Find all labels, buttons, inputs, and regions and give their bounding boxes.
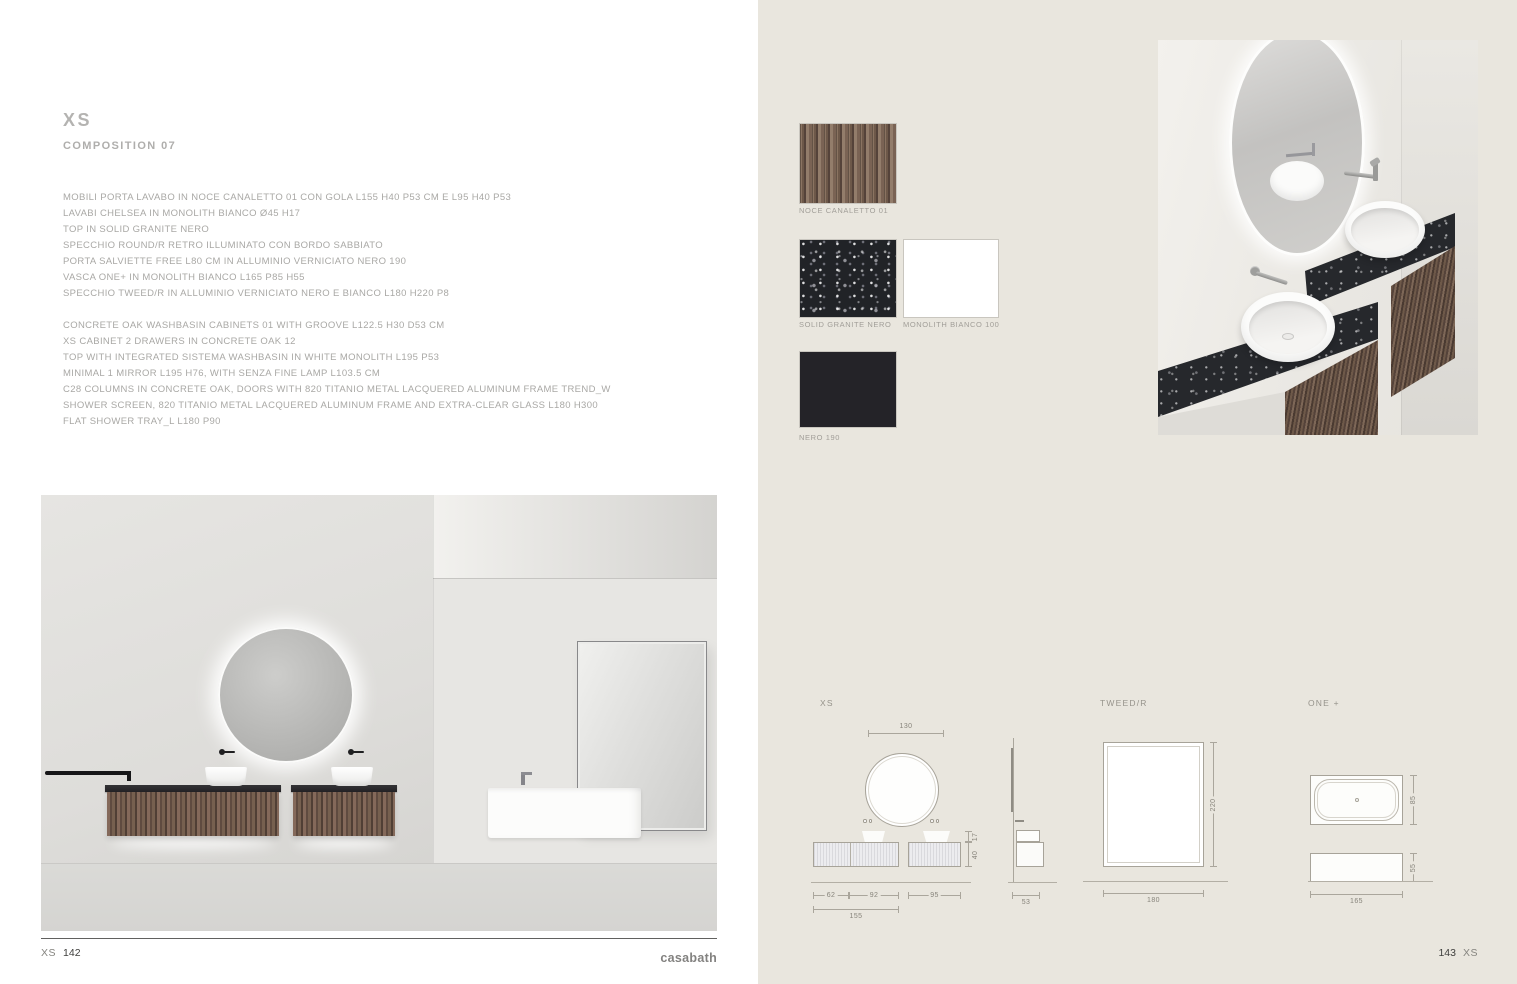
side-mirror-profile xyxy=(1011,748,1013,812)
dim-tweed-width xyxy=(1103,893,1204,904)
page-left xyxy=(0,0,758,984)
floor-line xyxy=(811,882,971,883)
vanity-top xyxy=(105,785,281,792)
drawing-tap-holes xyxy=(930,819,942,823)
ceiling-band xyxy=(433,495,717,579)
oval-backlit-mirror xyxy=(1229,40,1365,256)
description-line: MINIMAL 1 MIRROR L195 H76, WITH SENZA FINE LAMP L103.5 CM xyxy=(63,368,381,379)
side-tap-profile xyxy=(1015,820,1024,822)
towel-bar-mount xyxy=(127,771,131,781)
basin-drain xyxy=(1282,333,1294,340)
washbasin xyxy=(330,767,374,786)
side-basin-profile xyxy=(1016,830,1040,842)
drawing-round-mirror xyxy=(865,753,939,827)
cabinet-divider xyxy=(850,843,851,866)
tap-spout xyxy=(224,751,235,754)
material-swatch-nero xyxy=(799,351,897,428)
footer-rule xyxy=(41,938,717,939)
footer-series-label: XS xyxy=(41,947,57,959)
dim-label: 165 xyxy=(1350,898,1363,905)
tub-drain xyxy=(1355,798,1359,802)
drawing-washbasin xyxy=(923,831,950,842)
tap-reflection xyxy=(1312,143,1315,156)
side-cabinet-profile xyxy=(1016,842,1044,867)
floor-line xyxy=(1308,881,1433,882)
dim-label: 53 xyxy=(1021,899,1031,906)
description-line: TOP WITH INTEGRATED SISTEMA WASHBASIN IN WHITE MONOLITH L195 P53 xyxy=(63,352,440,363)
tap-reflection xyxy=(1286,152,1314,157)
page-number: 142 xyxy=(63,947,81,959)
composition-title: XS xyxy=(63,110,93,130)
underlight-glow xyxy=(111,838,275,848)
showroom-photo xyxy=(41,495,717,931)
material-swatch-solid-granite xyxy=(799,239,897,318)
composition-subtitle: COMPOSITION 07 xyxy=(63,140,177,152)
description-line: TOP IN SOLID GRANITE NERO xyxy=(63,224,210,235)
washbasin-cabinet xyxy=(293,792,395,836)
dim-one-length xyxy=(1310,894,1403,905)
dim-label: 220 xyxy=(1209,798,1217,811)
wall-tap xyxy=(348,749,364,756)
dim-mirror-width xyxy=(868,723,944,734)
drawing-title-one: ONE + xyxy=(1308,698,1340,708)
material-swatch-monolith-bianco xyxy=(903,239,999,318)
description-line: CONCRETE OAK WASHBASIN CABINETS 01 WITH GROOVE L122.5 H30 D53 CM xyxy=(63,320,445,331)
tap-spout xyxy=(353,751,364,754)
description-line: SHOWER SCREEN, 820 TITANIO METAL LACQUERED ALUMINUM FRAME AND EXTRA-CLEAR GLASS L180 H300 xyxy=(63,400,598,411)
drawing-cabinet-right xyxy=(908,842,961,867)
round-washbasin xyxy=(1345,201,1425,258)
description-line: LAVABI CHELSEA IN MONOLITH BIANCO Ø45 H17 xyxy=(63,208,301,219)
dim-basin-height xyxy=(968,831,979,842)
dim-tweed-height xyxy=(1209,742,1217,867)
dim-one-height xyxy=(1409,853,1417,882)
washbasin-reflection xyxy=(1270,161,1324,201)
drawing-title-tweed: TWEED/R xyxy=(1100,698,1148,708)
floor-line xyxy=(1008,882,1057,883)
description-line: XS CABINET 2 DRAWERS IN CONCRETE OAK 12 xyxy=(63,336,296,347)
drawing-tweed-mirror xyxy=(1103,742,1204,867)
swatch-label: MONOLITH BIANCO 100 xyxy=(903,320,1000,329)
dim-cabinet2 xyxy=(908,891,961,899)
drawing-bathtub-side xyxy=(1310,853,1403,882)
drawing-cabinet-left xyxy=(813,842,899,867)
description-line: VASCA ONE+ IN MONOLITH BIANCO L165 P85 H55 xyxy=(63,272,305,283)
floor xyxy=(41,863,717,931)
footer-series-label: XS xyxy=(1462,947,1478,959)
drawing-bathtub-plan xyxy=(1310,775,1403,825)
description-line: MOBILI PORTA LAVABO IN NOCE CANALETTO 01 CON GOLA L155 H40 P53 CM E L95 H40 P53 xyxy=(63,192,512,203)
washbasin-cabinet xyxy=(107,792,279,836)
swatch-label: NERO 190 xyxy=(799,433,841,442)
round-washbasin xyxy=(1241,292,1335,362)
underlight-glow xyxy=(295,838,393,848)
side-wall-line xyxy=(1013,738,1014,882)
washbasin xyxy=(204,767,248,786)
basin-bowl xyxy=(1249,301,1328,354)
dim-label: 40 xyxy=(972,850,979,859)
brand-logo: casabath xyxy=(660,951,717,965)
floor-line xyxy=(1083,881,1228,882)
bathtub-tap-spout xyxy=(521,772,532,775)
dim-label: 95 xyxy=(930,891,939,899)
dim-label: 130 xyxy=(899,723,913,730)
dim-label: 17 xyxy=(972,832,979,841)
dim-module1 xyxy=(813,891,849,899)
round-backlit-mirror xyxy=(218,627,354,763)
description-italian xyxy=(63,190,683,302)
material-swatch-noce-canaletto xyxy=(799,123,897,204)
dim-label: 92 xyxy=(869,891,879,899)
dim-label: 62 xyxy=(826,891,836,899)
dim-one-depth xyxy=(1409,775,1417,825)
page-number: 143 xyxy=(1438,947,1456,959)
page-right xyxy=(758,0,1517,984)
swatch-label: NOCE CANALETTO 01 xyxy=(799,206,889,215)
dim-cabinet-height xyxy=(968,842,979,867)
description-line: SPECCHIO ROUND/R RETRO ILLUMINATO CON BORDO SABBIATO xyxy=(63,240,383,251)
dim-label: 180 xyxy=(1147,897,1160,904)
drawing-washbasin xyxy=(862,831,885,842)
vanity-top xyxy=(291,785,397,792)
dim-total xyxy=(813,909,899,920)
swatch-label: SOLID GRANITE NERO xyxy=(799,320,892,329)
description-line: SPECCHIO TWEED/R IN ALLUMINIO VERNICIATO NERO E BIANCO L180 H220 P8 xyxy=(63,288,450,299)
dim-module2 xyxy=(849,891,899,899)
description-line: PORTA SALVIETTE FREE L80 CM IN ALLUMINIO VERNICIATO NERO 190 xyxy=(63,256,407,267)
description-line: FLAT SHOWER TRAY_L L180 P90 xyxy=(63,416,221,427)
page-footer-right xyxy=(1158,947,1478,959)
basin-bowl xyxy=(1351,208,1418,251)
detail-photo xyxy=(1158,40,1478,435)
description-line: C28 COLUMNS IN CONCRETE OAK, DOORS WITH 820 TITANIO METAL LACQUERED ALUMINUM FRAME TREND_W xyxy=(63,384,611,395)
towel-bar xyxy=(45,771,131,775)
wall-tap xyxy=(219,749,235,756)
dim-depth xyxy=(1012,895,1040,906)
drawing-tap-holes xyxy=(863,819,875,823)
drawing-title-xs: XS xyxy=(820,698,834,708)
mirror-inner-frame xyxy=(1107,746,1200,863)
dim-label: 55 xyxy=(1409,863,1417,872)
dim-label: 85 xyxy=(1409,795,1417,805)
bathtub xyxy=(488,788,641,838)
dim-label: 155 xyxy=(849,913,863,920)
description-english xyxy=(63,318,683,430)
